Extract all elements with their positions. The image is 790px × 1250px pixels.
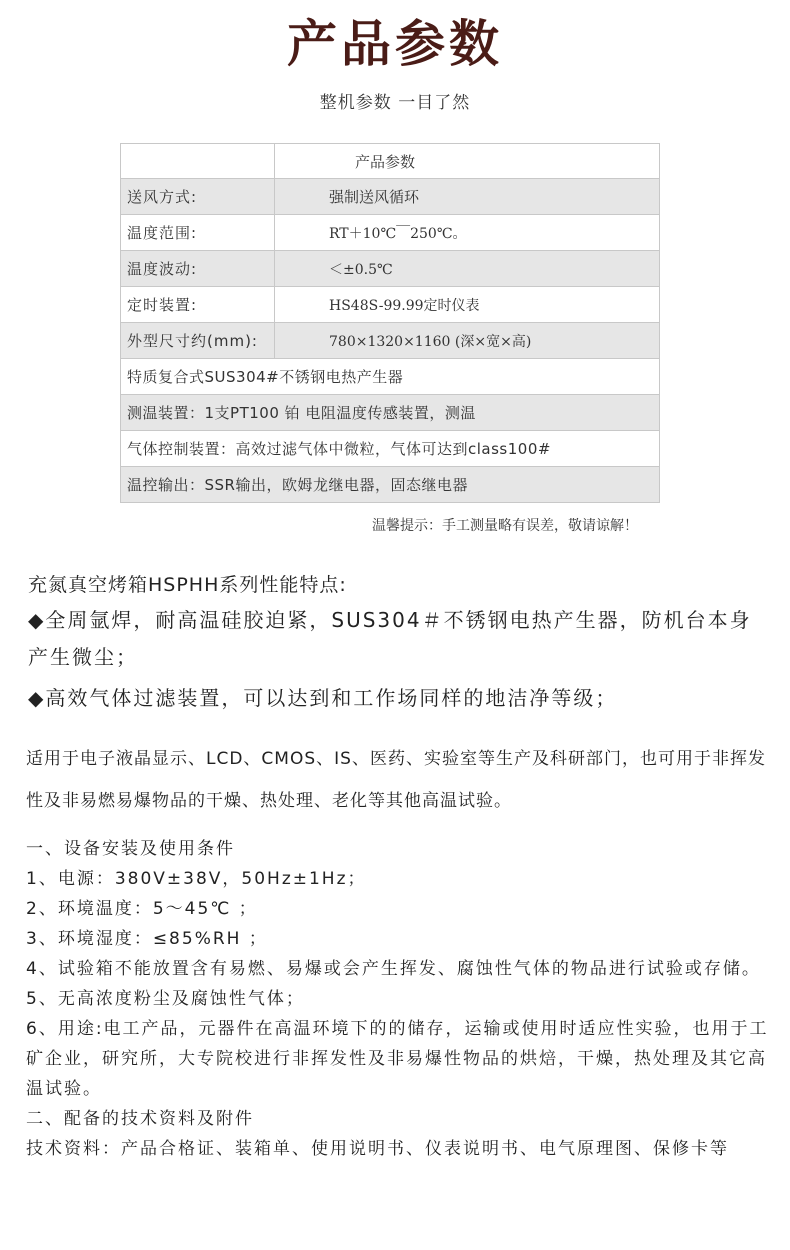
table-row <box>121 359 660 395</box>
table-row <box>121 287 660 323</box>
usage-description: 适用于电子液晶显示、LCD、CMOS、IS、医药、实验室等生产及科研部门，也可用于非挥发性及非易燃易爆物品的干燥、热处理、老化等其他高温试验。 <box>26 749 766 811</box>
table-row <box>121 323 660 359</box>
row-label: 定时装置: <box>121 287 275 323</box>
table-cell-empty <box>121 144 275 179</box>
row-full-text: 特质复合式SUS304#不锈钢电热产生器 <box>121 359 660 395</box>
row-value: 强制送风循环 <box>275 179 660 215</box>
docs-item: 技术资料：产品合格证、装箱单、使用说明书、仪表说明书、电气原理图、保修卡等 <box>26 1139 729 1159</box>
table-row <box>121 144 660 179</box>
table-row <box>121 395 660 431</box>
row-full-text: 气体控制装置：高效过滤气体中微粒，气体可达到class100# <box>121 431 660 467</box>
table-row <box>121 467 660 503</box>
condition-item: 2、环境温度：5～45℃ ； <box>26 899 258 919</box>
row-full-text: 温控输出：SSR输出，欧姆龙继电器，固态继电器 <box>121 467 660 503</box>
condition-item: 6、用途:电工产品，元器件在高温环境下的的储存，运输或使用时适应性实验，也用于工矿企业，研究所，大专院校进行非挥发性及非易爆性物品的烘焙，干燥，热处理及其它高温试验。 <box>26 1019 769 1099</box>
row-value: 780×1320×1160 (深×宽×高) <box>275 323 660 359</box>
condition-item: 1、电源：380V±38V，50Hz±1Hz； <box>26 869 367 889</box>
row-label: 外型尺寸约(mm): <box>121 323 275 359</box>
row-label: 温度波动: <box>121 251 275 287</box>
page-title: 产品参数 <box>287 15 503 73</box>
section-heading: 二、配备的技术资料及附件 <box>26 1109 254 1129</box>
row-label: 送风方式: <box>121 179 275 215</box>
page-subtitle: 整机参数 一目了然 <box>319 93 471 113</box>
condition-item: 3、环境湿度：≤85%RH ； <box>26 929 268 949</box>
features-section <box>28 572 768 717</box>
table-header-label: 产品参数 <box>275 144 660 179</box>
condition-item: 4、试验箱不能放置含有易燃、易爆或会产生挥发、腐蚀性气体的物品进行试验或存储。 <box>26 959 761 979</box>
row-value: ＜±0.5℃ <box>275 251 660 287</box>
features-title: 充氮真空烤箱HSPHH系列性能特点: <box>28 574 347 596</box>
measurement-tip: 温馨提示：手工测量略有误差，敬请谅解！ <box>372 518 638 534</box>
table-row <box>121 179 660 215</box>
conditions-section <box>26 834 771 1164</box>
table-row <box>121 251 660 287</box>
section-heading: 一、设备安装及使用条件 <box>26 839 235 859</box>
feature-item: ◆全周氩焊，耐高温硅胶迫紧，SUS304＃不锈钢电热产生器，防机台本身产生微尘； <box>28 608 752 669</box>
params-table <box>120 143 660 503</box>
row-full-text: 测温装置：1支PT100 铂 电阻温度传感装置，测温 <box>121 395 660 431</box>
row-label: 温度范围: <box>121 215 275 251</box>
feature-item: ◆高效气体过滤装置，可以达到和工作场同样的地洁净等级； <box>28 686 618 710</box>
condition-item: 5、无高浓度粉尘及腐蚀性气体； <box>26 989 305 1009</box>
row-value: HS48S-99.99定时仪表 <box>275 287 660 323</box>
table-row <box>121 431 660 467</box>
table-row <box>121 215 660 251</box>
row-value: RT＋10℃￣250℃。 <box>275 215 660 251</box>
